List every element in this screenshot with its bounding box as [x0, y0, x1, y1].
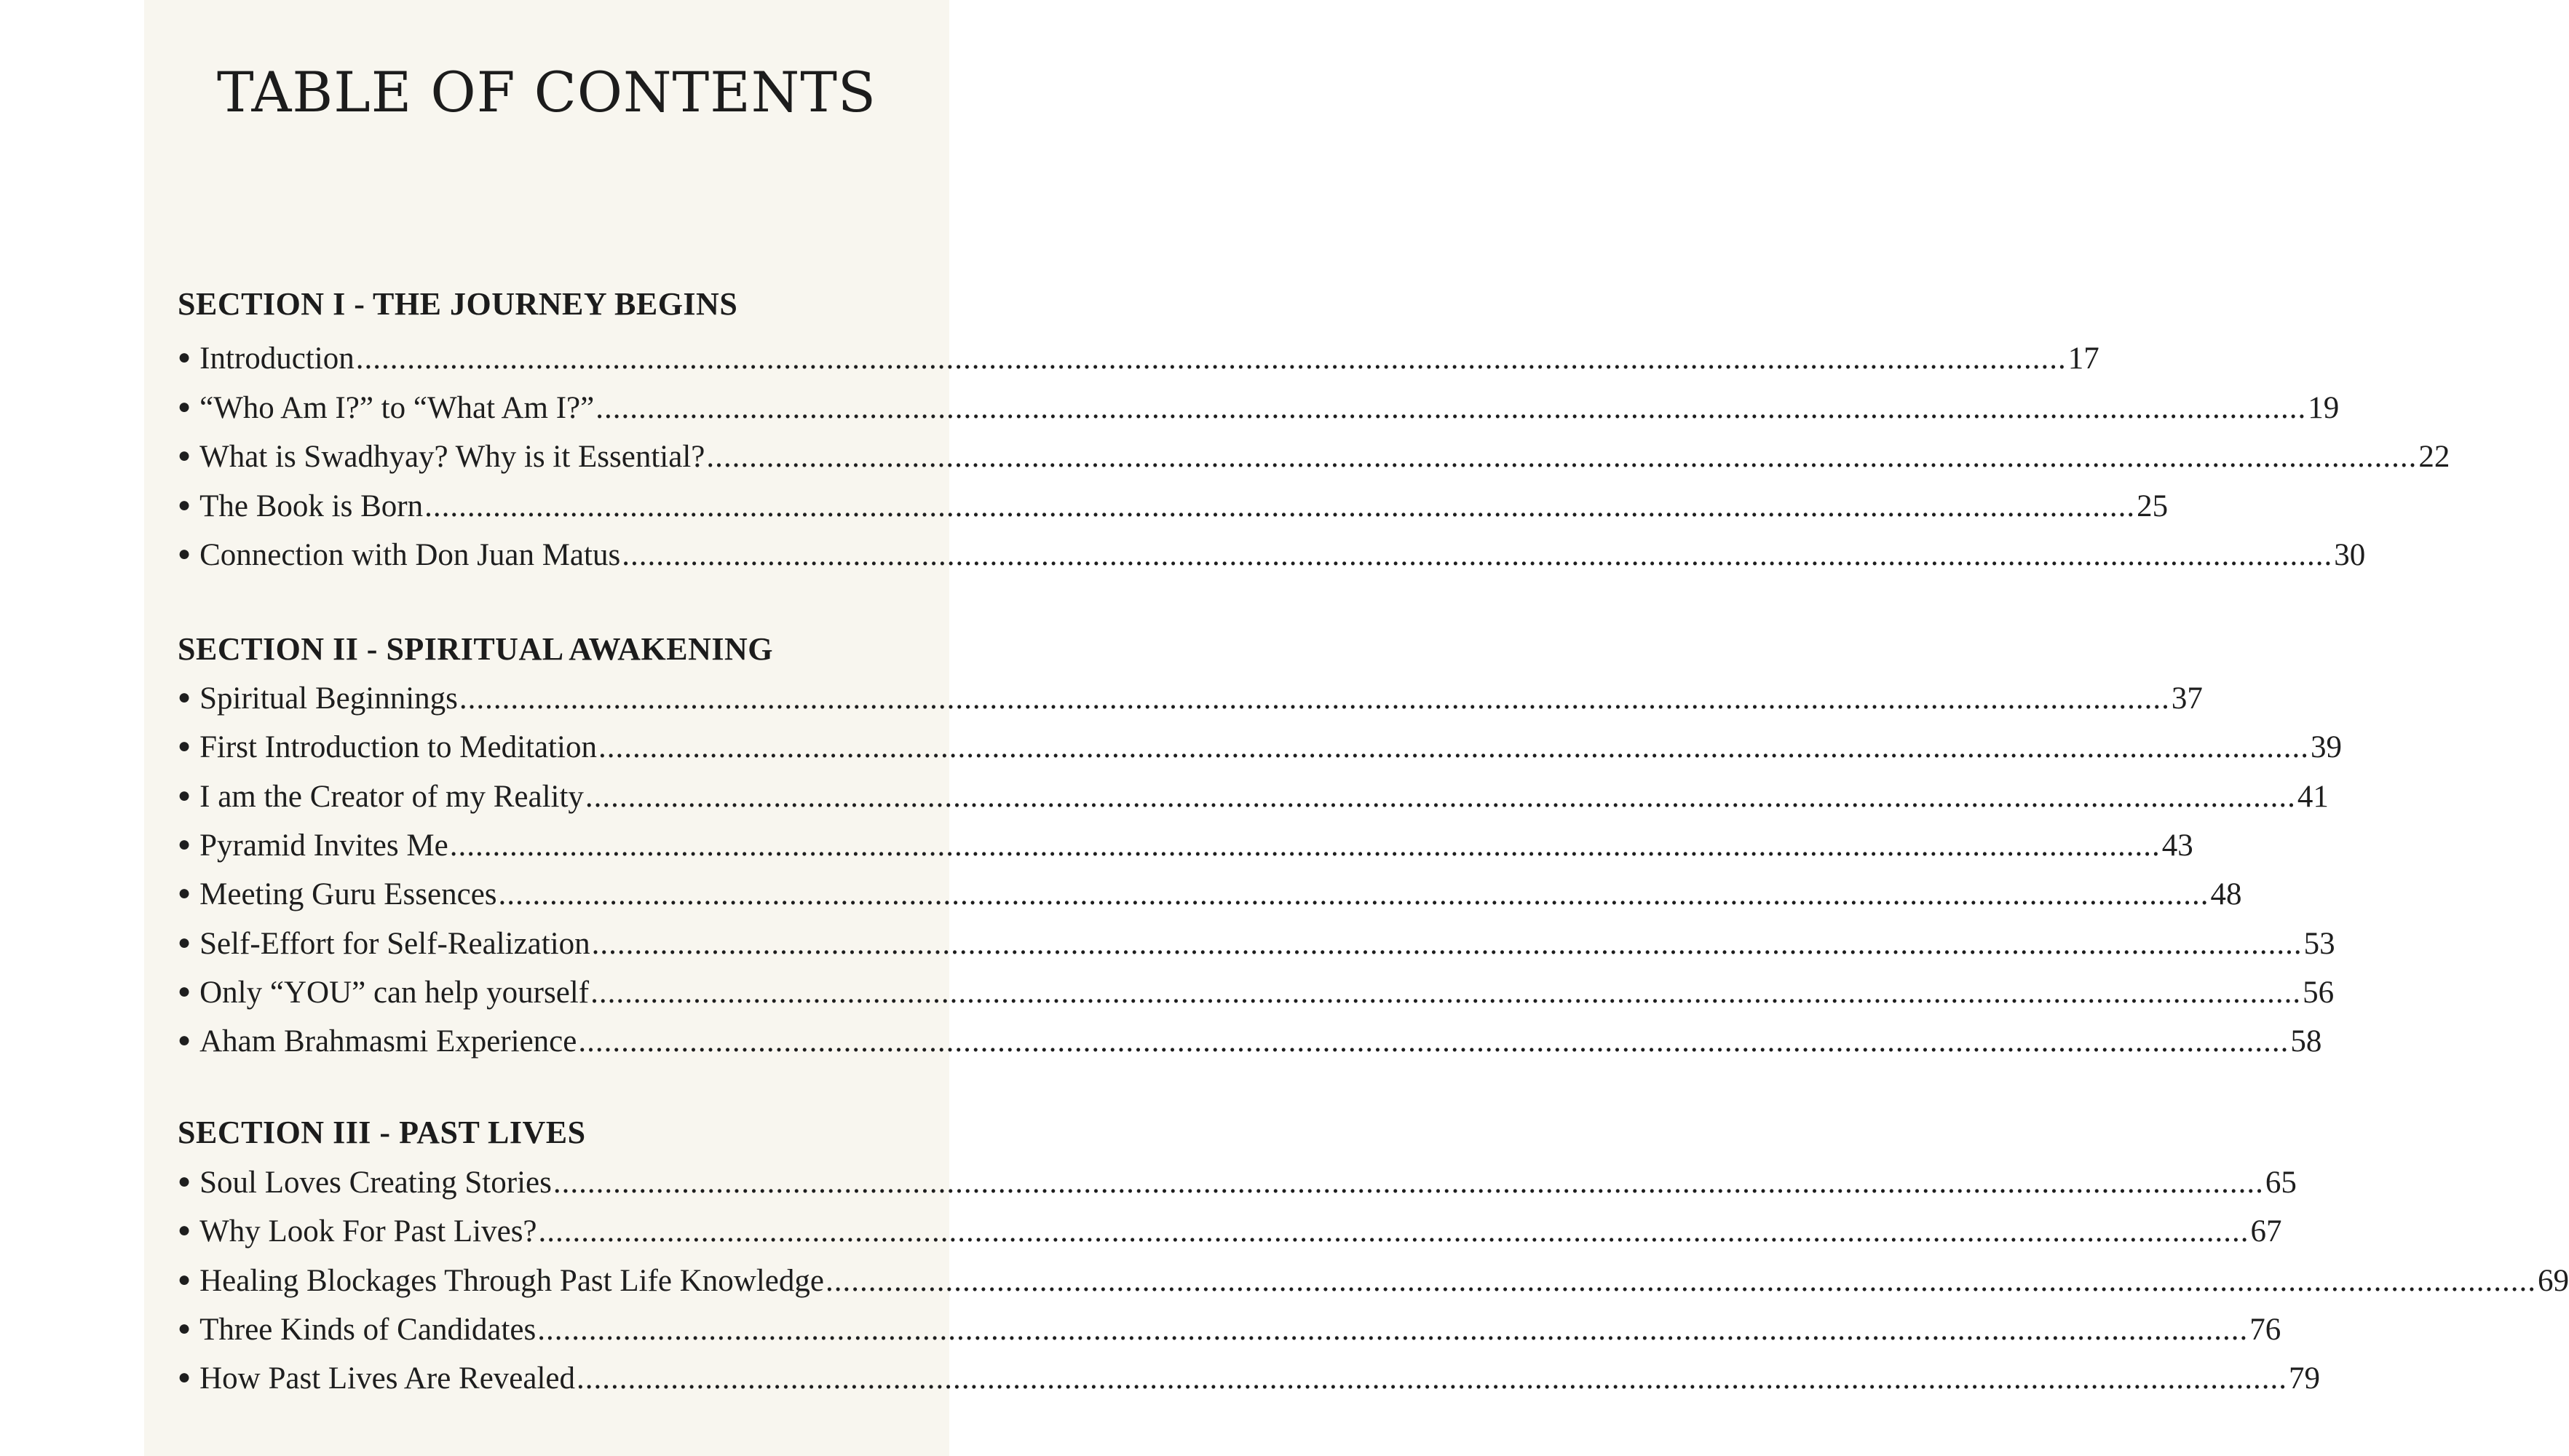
- bullet-icon: ●: [178, 979, 191, 1003]
- dot-leader: ........................................................................................................................................................................................................: [355, 341, 2067, 376]
- entry-title: Pyramid Invites Me: [199, 828, 448, 863]
- toc-entry[interactable]: [178, 1214, 2282, 1256]
- bullet-icon: ●: [178, 1365, 191, 1389]
- entry-title: First Introduction to Meditation: [199, 730, 597, 764]
- entry-title: Only “YOU” can help yourself: [199, 976, 590, 1010]
- dot-leader: ........................................................................................................................................................................................................: [598, 730, 2309, 764]
- section-heading: SECTION I - THE JOURNEY BEGINS: [178, 286, 738, 322]
- bullet-icon: ●: [178, 1218, 191, 1242]
- bullet-icon: ●: [178, 783, 191, 807]
- entry-page-number: 58: [2290, 1024, 2322, 1059]
- entry-page-number: 22: [2418, 440, 2450, 474]
- bullet-icon: ●: [178, 1028, 191, 1052]
- toc-entry[interactable]: [178, 439, 2450, 481]
- entry-page-number: 25: [2137, 489, 2169, 523]
- dot-leader: ........................................................................................................................................................................................................: [622, 538, 2333, 572]
- dot-leader: ........................................................................................................................................................................................................: [553, 1166, 2264, 1200]
- toc-entry[interactable]: [178, 926, 2335, 968]
- bullet-icon: ●: [178, 1316, 191, 1340]
- entry-title: I am the Creator of my Reality: [199, 780, 584, 814]
- bullet-icon: ●: [178, 542, 191, 566]
- dot-leader: ........................................................................................................................................................................................................: [424, 489, 2136, 523]
- entry-page-number: 19: [2308, 391, 2340, 425]
- entry-page-number: 37: [2171, 681, 2203, 716]
- toc-entry[interactable]: [178, 1361, 2320, 1403]
- dot-leader: ........................................................................................................................................................................................................: [577, 1361, 2287, 1396]
- bullet-icon: ●: [178, 685, 191, 709]
- dot-leader: ........................................................................................................................................................................................................: [538, 1214, 2249, 1249]
- entry-title: Why Look For Past Lives?: [199, 1214, 537, 1249]
- entry-page-number: 69: [2537, 1264, 2569, 1298]
- entry-title: Meeting Guru Essences: [199, 877, 497, 911]
- bullet-icon: ●: [178, 1169, 191, 1193]
- entry-title: Spiritual Beginnings: [199, 681, 458, 716]
- section-heading: SECTION II - SPIRITUAL AWAKENING: [178, 631, 773, 667]
- entry-page-number: 53: [2303, 927, 2335, 961]
- entry-page-number: 65: [2265, 1166, 2297, 1200]
- toc-entry[interactable]: [178, 975, 2335, 1017]
- entry-title: Connection with Don Juan Matus: [199, 538, 621, 572]
- entry-title: “Who Am I?” to “What Am I?”: [199, 391, 595, 425]
- dot-leader: ........................................................................................................................................................................................................: [459, 681, 2170, 716]
- toc-entry[interactable]: [178, 1312, 2281, 1354]
- entry-title: Introduction: [199, 341, 355, 376]
- bullet-icon: ●: [178, 734, 191, 758]
- toc-entry[interactable]: [178, 488, 2169, 531]
- dot-leader: ........................................................................................................................................................................................................: [591, 927, 2303, 961]
- dot-leader: ........................................................................................................................................................................................................: [578, 1024, 2289, 1059]
- entry-page-number: 39: [2310, 730, 2342, 764]
- toc-entry[interactable]: [178, 1024, 2322, 1066]
- entry-title: Soul Loves Creating Stories: [199, 1166, 552, 1200]
- bullet-icon: ●: [178, 832, 191, 856]
- dot-leader: ........................................................................................................................................................................................................: [590, 976, 2302, 1010]
- entry-page-number: 17: [2067, 341, 2099, 376]
- dot-leader: ........................................................................................................................................................................................................: [449, 828, 2161, 863]
- entry-page-number: 56: [2303, 976, 2335, 1010]
- toc-entry[interactable]: [178, 1165, 2297, 1207]
- bullet-icon: ●: [178, 395, 191, 419]
- toc-entry[interactable]: [178, 537, 2366, 579]
- bullet-icon: ●: [178, 493, 191, 517]
- entry-title: Aham Brahmasmi Experience: [199, 1024, 577, 1059]
- toc-entry[interactable]: [178, 877, 2242, 919]
- entry-page-number: 67: [2250, 1214, 2282, 1249]
- toc-entry[interactable]: [178, 779, 2329, 821]
- toc-entry[interactable]: [178, 828, 2193, 870]
- toc-entry[interactable]: [178, 729, 2342, 772]
- entry-page-number: 48: [2210, 877, 2242, 911]
- entry-title: The Book is Born: [199, 489, 424, 523]
- section-heading: SECTION III - PAST LIVES: [178, 1115, 586, 1150]
- dot-leader: ........................................................................................................................................................................................................: [595, 391, 2307, 425]
- toc-entry[interactable]: [178, 390, 2340, 432]
- dot-leader: ........................................................................................................................................................................................................: [537, 1313, 2249, 1347]
- entry-title: What is Swadhyay? Why is it Essential?: [199, 440, 705, 474]
- bullet-icon: ●: [178, 881, 191, 905]
- entry-page-number: 43: [2161, 828, 2193, 863]
- dot-leader: ........................................................................................................................................................................................................: [585, 780, 2296, 814]
- entry-title: How Past Lives Are Revealed: [199, 1361, 575, 1396]
- dot-leader: ........................................................................................................................................................................................................: [706, 440, 2418, 474]
- entry-page-number: 79: [2289, 1361, 2320, 1396]
- entry-page-number: 41: [2297, 780, 2329, 814]
- page-title: TABLE OF CONTENTS: [217, 60, 876, 124]
- entry-title: Self-Effort for Self-Realization: [199, 927, 590, 961]
- entry-title: Three Kinds of Candidates: [199, 1313, 537, 1347]
- dot-leader: ........................................................................................................................................................................................................: [498, 877, 2209, 911]
- dot-leader: ........................................................................................................................................................................................................: [825, 1264, 2536, 1298]
- book-page: [144, 0, 2569, 1456]
- bullet-icon: ●: [178, 443, 191, 467]
- toc-entry[interactable]: [178, 341, 2099, 383]
- toc-entry[interactable]: [178, 1263, 2569, 1305]
- bullet-icon: ●: [178, 1267, 191, 1291]
- bullet-icon: ●: [178, 930, 191, 954]
- bullet-icon: ●: [178, 345, 191, 369]
- entry-page-number: 76: [2249, 1313, 2281, 1347]
- entry-title: Healing Blockages Through Past Life Knowledge: [199, 1264, 824, 1298]
- entry-page-number: 30: [2334, 538, 2366, 572]
- toc-entry[interactable]: [178, 681, 2203, 723]
